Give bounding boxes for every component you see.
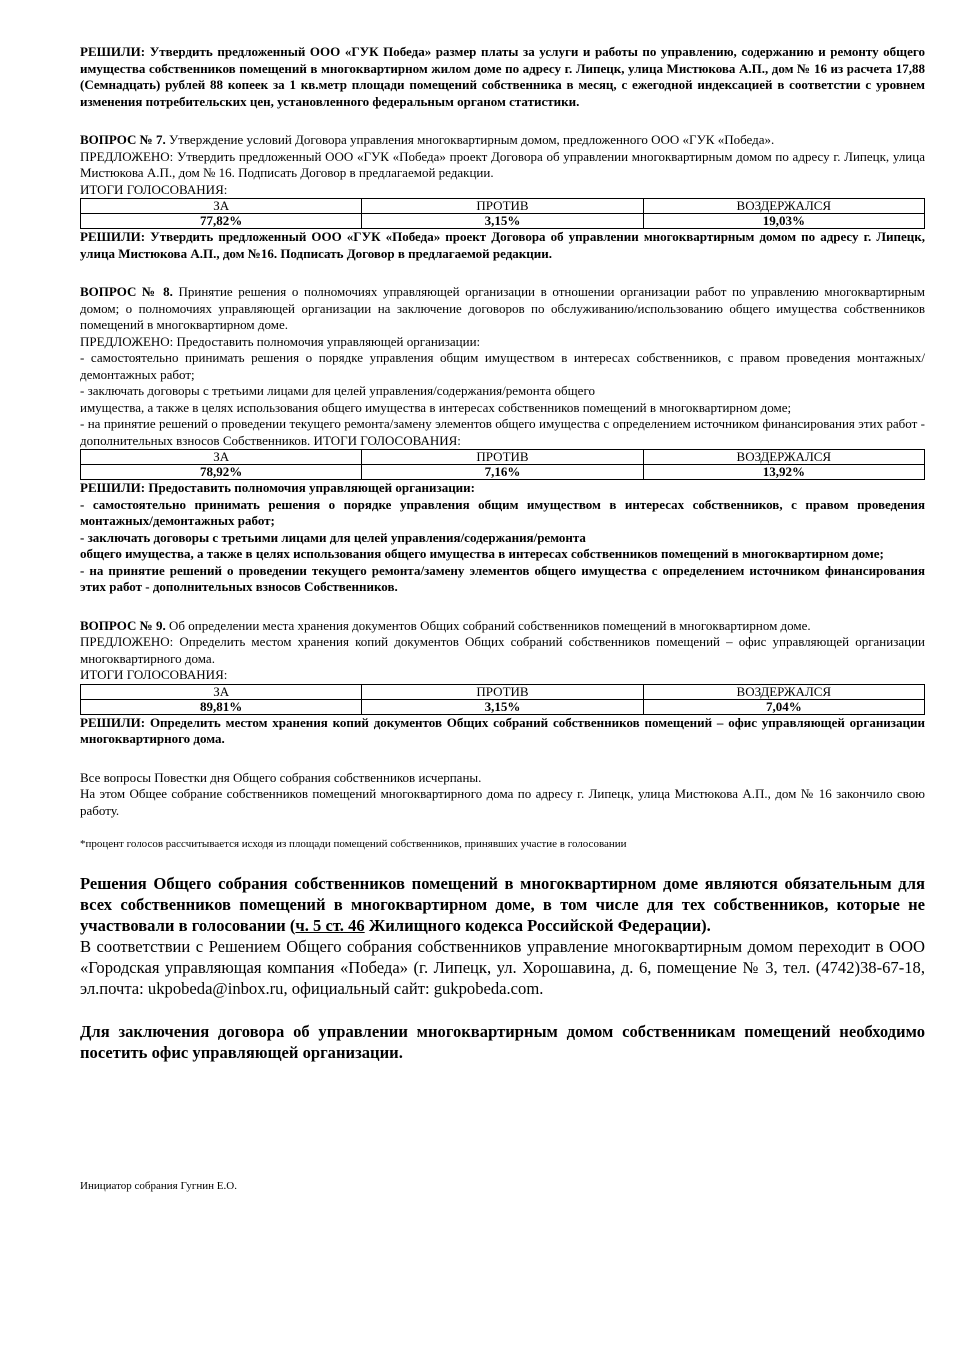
q7-heading — [80, 132, 925, 149]
vote-header-for: ЗА — [81, 684, 362, 699]
q8-resolved-item: - заключать договоры с третьими лицами для целей управления/содержания/ремонта — [80, 529, 586, 545]
closing-line: Все вопросы Повестки дня Общего собрания собственников исчерпаны. — [80, 769, 482, 785]
q8-proposed-item: - на принятие решений о проведении текущего ремонта/замену элементов общего имущества с определением источником финансирования этих работ - дополнительных взносов Собственников. ИТОГИ ГОЛОСОВАНИЯ: — [80, 416, 925, 448]
vote-header-abstained: ВОЗДЕРЖАЛСЯ — [643, 199, 924, 214]
vote-value-abstained: 19,03% — [643, 214, 924, 229]
intro-resolved-label: РЕШИЛИ: — [80, 44, 146, 59]
q8-proposed-intro: ПРЕДЛОЖЕНО: Предоставить полномочия управляющей организации: — [80, 333, 481, 349]
vote-value-abstained: 7,04% — [643, 699, 924, 714]
q8-resolved-item: - на принятие решений о проведении текущего ремонта/замену элементов общего имущества с определением источником финансирования этих работ - дополнительных взносов Собственников. — [80, 562, 925, 594]
q7-title: Утверждение условий Договора управления многоквартирным домом, предложенного ООО «ГУК «Победа». — [165, 132, 775, 147]
vote-header-abstained: ВОЗДЕРЖАЛСЯ — [643, 450, 924, 465]
q8-title: Принятие решения о полномочиях управляющей организации в отношении организации работ по управлению многоквартирным домом; о полномочиях управляющей организации на заключение договоров по обслуживанию/использованию общего имущества собственников помещений в многоквартирном доме. — [80, 284, 925, 332]
binding-text-before: Решения Общего собрания собственников помещений в многоквартирном доме являются обязательным для всех собственников помещений в многоквартирном доме, в том числе для тех собственников, которые не участвовали в голосовании ( — [80, 874, 925, 935]
vote-header-abstained: ВОЗДЕРЖАЛСЯ — [643, 684, 924, 699]
q9-results-label: ИТОГИ ГОЛОСОВАНИЯ: — [80, 667, 228, 682]
q7-vote-table — [80, 198, 925, 229]
q9-label: ВОПРОС № 9. — [80, 617, 166, 633]
vote-header-row — [81, 684, 925, 699]
q8-resolved-item: общего имущества, а также в целях использования общего имущества в интересах собственников помещений в многоквартирном доме; — [80, 546, 884, 561]
vote-value-for: 77,82% — [81, 214, 362, 229]
vote-values-row — [81, 699, 925, 714]
q8-label: ВОПРОС № 8. — [80, 284, 173, 299]
binding-statement — [80, 873, 925, 936]
q7-resolved: РЕШИЛИ: Утвердить предложенный ООО «ГУК «Победа» проект Договора об управлении многоквартирным домом по адресу г. Липецк, улица Мистюкова А.П., дом №16. Подписать Договор в предлагаемой редакции. — [80, 229, 925, 261]
intro-resolution — [80, 44, 925, 110]
vote-header-for: ЗА — [81, 199, 362, 214]
vote-header-row — [81, 199, 925, 214]
closing-line: На этом Общее собрание собственников помещений многоквартирного дома по адресу г. Липецк, улица Мистюкова А.П., дом № 16 закончило свою работу. — [80, 786, 925, 818]
binding-text-after: Жилищного кодекса Российской Федерации). — [364, 916, 711, 935]
vote-header-for: ЗА — [81, 450, 362, 465]
q8-resolved-intro: РЕШИЛИ: Предоставить полномочия управляющей организации: — [80, 480, 475, 495]
vote-value-against: 3,15% — [362, 699, 643, 714]
management-transfer: В соответствии с Решением Общего собрания собственников управление многоквартирным домом переходит в ООО «Городская управляющая компания «Победа» (г. Липецк, ул. Хорошавина, д. 6, помещение № 3, тел. (4742)38-67-18, эл.почта: ukpobeda@inbox.ru, официальный сайт: gukpobeda.com. — [80, 937, 925, 998]
q7-results-label: ИТОГИ ГОЛОСОВАНИЯ: — [80, 181, 228, 197]
footnote: *процент голосов рассчитывается исходя из площади помещений собственников, принявших участие в голосовании — [80, 838, 627, 850]
vote-value-against: 3,15% — [362, 214, 643, 229]
q8-vote-table — [80, 449, 925, 480]
q8-proposed-item: - заключать договоры с третьими лицами для целей управления/содержания/ремонта общего — [80, 383, 595, 398]
vote-value-for: 89,81% — [81, 699, 362, 714]
q9-proposed: ПРЕДЛОЖЕНО: Определить местом хранения копий документов Общих собраний собственников помещений – офис управляющей организации многоквартирного дома. — [80, 634, 925, 666]
vote-value-for: 78,92% — [81, 465, 362, 480]
q9-title: Об определении места хранения документов Общих собраний собственников помещений в многоквартирном доме. — [165, 617, 811, 633]
vote-values-row — [81, 214, 925, 229]
q9-resolved: РЕШИЛИ: Определить местом хранения копий документов Общих собраний собственников помещений – офис управляющей организации многоквартирного дома. — [80, 714, 925, 746]
q9-vote-table — [80, 684, 925, 715]
q9-heading — [80, 618, 925, 635]
q7-label: ВОПРОС № 7. — [80, 132, 166, 147]
document-body — [80, 44, 925, 1063]
intro-resolved-text: Утвердить предложенный ООО «ГУК Победа» размер платы за услуги и работы по управлению, содержанию и ремонту общего имущества собственников помещений в многоквартирном жилом доме по адресу г. Липецк, улица Мистюкова А.П., дом № 16 из расчета 17,88 (Семнадцать) рублей 88 копеек за 1 кв.метр площади помещений собственника в месяц, с ежегодной индексацией в соответстии с уровнем изменения потребительских цен, установленного федеральным органом статистики. — [80, 44, 926, 109]
vote-header-against: ПРОТИВ — [362, 684, 643, 699]
q8-resolved-item: - самостоятельно принимать решения о порядке управления общим имуществом в интересах собственников, с правом проведения монтажных/демонтажных работ; — [80, 496, 925, 528]
vote-value-abstained: 13,92% — [643, 465, 924, 480]
initiator-signature: Инициатор собрания Гугнин Е.О. — [80, 1180, 237, 1192]
vote-header-row — [81, 450, 925, 465]
vote-values-row — [81, 465, 925, 480]
contract-notice: Для заключения договора об управлении многоквартирным домом собственникам помещений необходимо посетить офис управляющей организации. — [80, 1022, 925, 1062]
vote-header-against: ПРОТИВ — [362, 450, 643, 465]
q8-proposed-item: - самостоятельно принимать решения о порядке управления общим имуществом в интересах собственников, с правом проведения монтажных/демонтажных работ; — [80, 350, 925, 382]
q7-proposed: ПРЕДЛОЖЕНО: Утвердить предложенный ООО «ГУК «Победа» проект Договора об управлении многоквартирным домом по адресу г. Липецк, улица Мистюкова А.П., дом № 16. Подписать Договор в предлагаемой редакции. — [80, 148, 925, 180]
q8-heading — [80, 284, 925, 334]
housing-code-link[interactable]: ч. 5 ст. 46 — [295, 916, 365, 935]
vote-value-against: 7,16% — [362, 465, 643, 480]
q8-proposed-item: имущества, а также в целях использования общего имущества в интересах собственников помещений в многоквартирном доме; — [80, 399, 792, 415]
vote-header-against: ПРОТИВ — [362, 199, 643, 214]
